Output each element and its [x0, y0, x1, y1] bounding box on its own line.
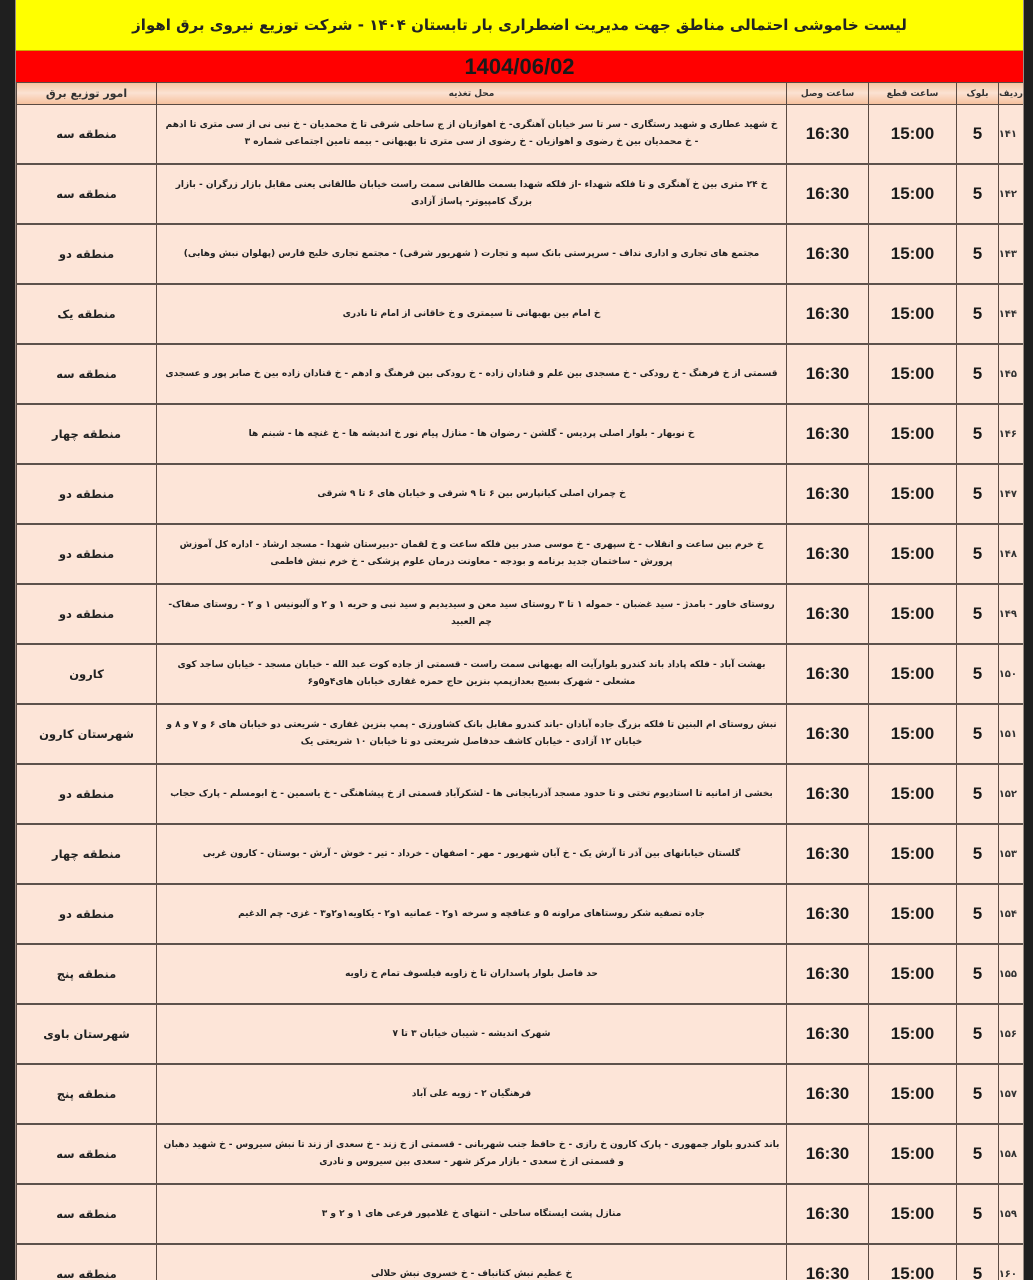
table-row — [17, 824, 1024, 884]
on-time: 16:30 — [787, 944, 869, 1004]
on-time: 16:30 — [787, 1184, 869, 1244]
table-row — [17, 764, 1024, 824]
feed-location: حد فاصل بلوار پاسداران تا خ زاویه فیلسوف تمام خ زاویه — [157, 944, 787, 1004]
on-time: 16:30 — [787, 1124, 869, 1184]
on-time: 16:30 — [787, 1064, 869, 1124]
off-time: 15:00 — [869, 404, 957, 464]
off-time: 15:00 — [869, 944, 957, 1004]
distribution-district: منطقه دو — [17, 884, 157, 944]
block-number: 5 — [957, 704, 999, 764]
feed-location: منازل پشت ایستگاه ساحلی - انتهای خ غلامپور فرعی های ۱ و ۲ و ۳ — [157, 1184, 787, 1244]
distribution-district: منطقه سه — [17, 1124, 157, 1184]
off-time: 15:00 — [869, 824, 957, 884]
schedule-date: 1404/06/02 — [464, 53, 575, 79]
distribution-district: منطقه دو — [17, 584, 157, 644]
on-time: 16:30 — [787, 764, 869, 824]
row-number: ۱۵۲ — [999, 764, 1024, 824]
off-time: 15:00 — [869, 344, 957, 404]
distribution-district: منطقه پنج — [17, 1064, 157, 1124]
distribution-district: منطقه یک — [17, 284, 157, 344]
on-time: 16:30 — [787, 404, 869, 464]
block-number: 5 — [957, 1184, 999, 1244]
row-number: ۱۴۲ — [999, 164, 1024, 224]
feed-location: مجتمع های تجاری و اداری نداف - سرپرستی بانک سپه و تجارت ( شهریور شرقی) - مجتمع تجاری خلیج فارس (پهلوان نبش وهابی) — [157, 224, 787, 284]
on-time: 16:30 — [787, 584, 869, 644]
table-row — [17, 644, 1024, 704]
table-row — [17, 1244, 1024, 1280]
row-number: ۱۴۹ — [999, 584, 1024, 644]
row-number: ۱۴۷ — [999, 464, 1024, 524]
row-number: ۱۵۹ — [999, 1184, 1024, 1244]
column-header-district: امور توزیع برق — [17, 83, 157, 105]
block-number: 5 — [957, 524, 999, 584]
table-row — [17, 704, 1024, 764]
off-time: 15:00 — [869, 1064, 957, 1124]
off-time: 15:00 — [869, 464, 957, 524]
block-number: 5 — [957, 584, 999, 644]
row-number: ۱۵۰ — [999, 644, 1024, 704]
distribution-district: منطقه دو — [17, 224, 157, 284]
block-number: 5 — [957, 404, 999, 464]
block-number: 5 — [957, 1124, 999, 1184]
off-time: 15:00 — [869, 164, 957, 224]
feed-location: فرهنگیان ۲ - زویه علی آباد — [157, 1064, 787, 1124]
table-row — [17, 105, 1024, 165]
row-number: ۱۴۸ — [999, 524, 1024, 584]
outage-table — [16, 82, 1024, 1280]
row-number: ۱۵۵ — [999, 944, 1024, 1004]
table-row — [17, 164, 1024, 224]
on-time: 16:30 — [787, 464, 869, 524]
block-number: 5 — [957, 164, 999, 224]
column-header-on-time: ساعت وصل — [787, 83, 869, 105]
distribution-district: شهرستان کارون — [17, 704, 157, 764]
feed-location: جاده تصفیه شکر روستاهای مراونه ۵ و عنافچه و سرخه ۱و۲ - عمانیه ۱و۲ - یکاویه۱و۲و۳ - غزی- چم الدغیم — [157, 884, 787, 944]
feed-location: نبش روستای ام البنین تا فلکه بزرگ جاده آبادان -باند کندرو مقابل بانک کشاورزی - پمپ بنزین غفاری - شریعتی دو خیابان های ۶ و ۷ و ۸ و خیابان ۱۲ آزادی - خیابان کاشف حدفاصل شریعتی دو تا خیابان ۱۰ شریعتی یک — [157, 704, 787, 764]
title-band — [16, 0, 1023, 51]
block-number: 5 — [957, 105, 999, 165]
row-number: ۱۵۱ — [999, 704, 1024, 764]
on-time: 16:30 — [787, 704, 869, 764]
row-number: ۱۵۷ — [999, 1064, 1024, 1124]
feed-location: گلستان خیابانهای بین آذر تا آرش یک - خ آبان شهریور - مهر - اصفهان - خرداد - تیر - خوش - آرش - بوستان - کارون غربی — [157, 824, 787, 884]
distribution-district: کارون — [17, 644, 157, 704]
feed-location: خ شهید عطاری و شهید رستگاری - سر تا سر خیابان آهنگری- خ اهوازیان از ج ساحلی شرقی تا خ محمدیان - خ نبی نی از سی متری تا ادهم - خ محمدیان بین خ رضوی و اهوازیان - خ رضوی از سی متری تا بهبهانی - بیمه تامین اجتماعی شماره ۳ — [157, 105, 787, 165]
off-time: 15:00 — [869, 1124, 957, 1184]
table-header-row — [17, 83, 1024, 105]
off-time: 15:00 — [869, 1004, 957, 1064]
table-row — [17, 284, 1024, 344]
off-time: 15:00 — [869, 224, 957, 284]
column-header-row: ردیف — [999, 83, 1024, 105]
off-time: 15:00 — [869, 644, 957, 704]
off-time: 15:00 — [869, 524, 957, 584]
column-header-location: محل تغذیه — [157, 83, 787, 105]
table-row — [17, 1064, 1024, 1124]
on-time: 16:30 — [787, 1244, 869, 1280]
distribution-district: شهرستان باوی — [17, 1004, 157, 1064]
block-number: 5 — [957, 884, 999, 944]
off-time: 15:00 — [869, 284, 957, 344]
table-row — [17, 344, 1024, 404]
feed-location: روستای خاور - بامدژ - سید غضبان - حموله ۱ تا ۳ روستای سید معن و سیدیدیم و سید نبی و حریه ۱ و ۲ و آلبونیس ۱ و ۲ - روستای صفاک-چم العبید — [157, 584, 787, 644]
distribution-district: منطقه چهار — [17, 404, 157, 464]
row-number: ۱۴۱ — [999, 105, 1024, 165]
block-number: 5 — [957, 764, 999, 824]
row-number: ۱۴۵ — [999, 344, 1024, 404]
distribution-district: منطقه سه — [17, 164, 157, 224]
distribution-district: منطقه سه — [17, 344, 157, 404]
feed-location: شهرک اندیشه - شیبان خیابان ۳ تا ۷ — [157, 1004, 787, 1064]
on-time: 16:30 — [787, 644, 869, 704]
distribution-district: منطقه دو — [17, 524, 157, 584]
block-number: 5 — [957, 1064, 999, 1124]
on-time: 16:30 — [787, 105, 869, 165]
on-time: 16:30 — [787, 224, 869, 284]
off-time: 15:00 — [869, 1244, 957, 1280]
column-header-off-time: ساعت قطع — [869, 83, 957, 105]
off-time: 15:00 — [869, 105, 957, 165]
row-number: ۱۵۶ — [999, 1004, 1024, 1064]
distribution-district: منطقه سه — [17, 105, 157, 165]
block-number: 5 — [957, 224, 999, 284]
block-number: 5 — [957, 344, 999, 404]
distribution-district: منطقه سه — [17, 1244, 157, 1280]
block-number: 5 — [957, 944, 999, 1004]
table-row — [17, 1004, 1024, 1064]
block-number: 5 — [957, 464, 999, 524]
block-number: 5 — [957, 284, 999, 344]
feed-location: خ نوبهار - بلوار اصلی پردیس - گلشن - رضوان ها - منازل پیام نور خ اندیشه ها - خ غنچه ها - شبنم ها — [157, 404, 787, 464]
date-band — [16, 51, 1023, 82]
feed-location: خ امام بین بهبهانی تا سیمتری و خ خاقانی از امام تا نادری — [157, 284, 787, 344]
page-title: لیست خاموشی احتمالی مناطق جهت مدیریت اضطراری بار تابستان ۱۴۰۴ - شرکت توزیع نیروی برق اهواز — [132, 16, 907, 34]
table-row — [17, 944, 1024, 1004]
on-time: 16:30 — [787, 884, 869, 944]
on-time: 16:30 — [787, 344, 869, 404]
block-number: 5 — [957, 644, 999, 704]
on-time: 16:30 — [787, 164, 869, 224]
distribution-district: منطقه دو — [17, 464, 157, 524]
row-number: ۱۴۳ — [999, 224, 1024, 284]
row-number: ۱۵۸ — [999, 1124, 1024, 1184]
off-time: 15:00 — [869, 884, 957, 944]
feed-location: خ عظیم نبش کتانباف - خ خسروی نبش حلالی — [157, 1244, 787, 1280]
block-number: 5 — [957, 1004, 999, 1064]
outage-schedule-sheet — [15, 0, 1024, 1280]
block-number: 5 — [957, 1244, 999, 1280]
off-time: 15:00 — [869, 704, 957, 764]
row-number: ۱۵۴ — [999, 884, 1024, 944]
distribution-district: منطقه سه — [17, 1184, 157, 1244]
feed-location: خ ۲۴ متری بین خ آهنگری و تا فلکه شهداء -از فلکه شهدا بسمت طالقانی سمت راست خیابان طالقانی یعنی مقابل بازار زرگران - بازار بزرگ کامپیوتر- پاساژ آزادی — [157, 164, 787, 224]
table-row — [17, 884, 1024, 944]
table-row — [17, 224, 1024, 284]
on-time: 16:30 — [787, 824, 869, 884]
row-number: ۱۴۶ — [999, 404, 1024, 464]
distribution-district: منطقه پنج — [17, 944, 157, 1004]
distribution-district: منطقه دو — [17, 764, 157, 824]
feed-location: بخشی از امانیه تا استادیوم تختی و تا حدود مسجد آذربایجانی ها - لشکرآباد قسمتی از خ پیشاهنگی - خ یاسمین - خ ابومسلم - پارک حجاب — [157, 764, 787, 824]
on-time: 16:30 — [787, 1004, 869, 1064]
feed-location: قسمتی از خ فرهنگ - خ رودکی - خ مسجدی بین علم و قنادان زاده - خ رودکی بین فرهنگ و ادهم - خ قنادان زاده بین خ صابر پور و عسجدی — [157, 344, 787, 404]
row-number: ۱۵۳ — [999, 824, 1024, 884]
column-header-block: بلوک — [957, 83, 999, 105]
feed-location: خ خرم بین ساعت و انقلاب - خ سپهری - خ موسی صدر بین فلکه ساعت و خ لقمان -دبیرستان شهدا - مسجد ارشاد - اداره کل آموزش پرورش - ساختمان جدید برنامه و بودجه - معاونت درمان علوم پزشکی - خ خرم نبش فاطمی — [157, 524, 787, 584]
off-time: 15:00 — [869, 584, 957, 644]
table-row — [17, 1184, 1024, 1244]
on-time: 16:30 — [787, 524, 869, 584]
feed-location: باند کندرو بلوار جمهوری - پارک کارون خ رازی - خ حافظ جنب شهربانی - قسمتی از خ زند - خ سعدی از زند تا نبش سیروس - خ شهید دهبان و قسمتی از خ سعدی - بازار مرکز شهر - سعدی بین سیروس و نادری — [157, 1124, 787, 1184]
feed-location: بهشت آباد - فلکه پاداد باند کندرو بلوارآیت اله بهبهانی سمت راست - قسمتی از جاده کوت عبد الله - خیابان مسجد - خیابان ساجد کوی مشعلی - شهرک بسیج بعدازپمپ بنزین حاج حمزه غفاری خیابان های۴و۵و۶ — [157, 644, 787, 704]
block-number: 5 — [957, 824, 999, 884]
on-time: 16:30 — [787, 284, 869, 344]
distribution-district: منطقه چهار — [17, 824, 157, 884]
row-number: ۱۴۴ — [999, 284, 1024, 344]
off-time: 15:00 — [869, 764, 957, 824]
table-row — [17, 1124, 1024, 1184]
row-number: ۱۶۰ — [999, 1244, 1024, 1280]
table-row — [17, 584, 1024, 644]
off-time: 15:00 — [869, 1184, 957, 1244]
table-row — [17, 524, 1024, 584]
table-row — [17, 464, 1024, 524]
feed-location: خ چمران اصلی کیانپارس بین ۶ تا ۹ شرقی و خیابان های ۶ تا ۹ شرقی — [157, 464, 787, 524]
table-row — [17, 404, 1024, 464]
